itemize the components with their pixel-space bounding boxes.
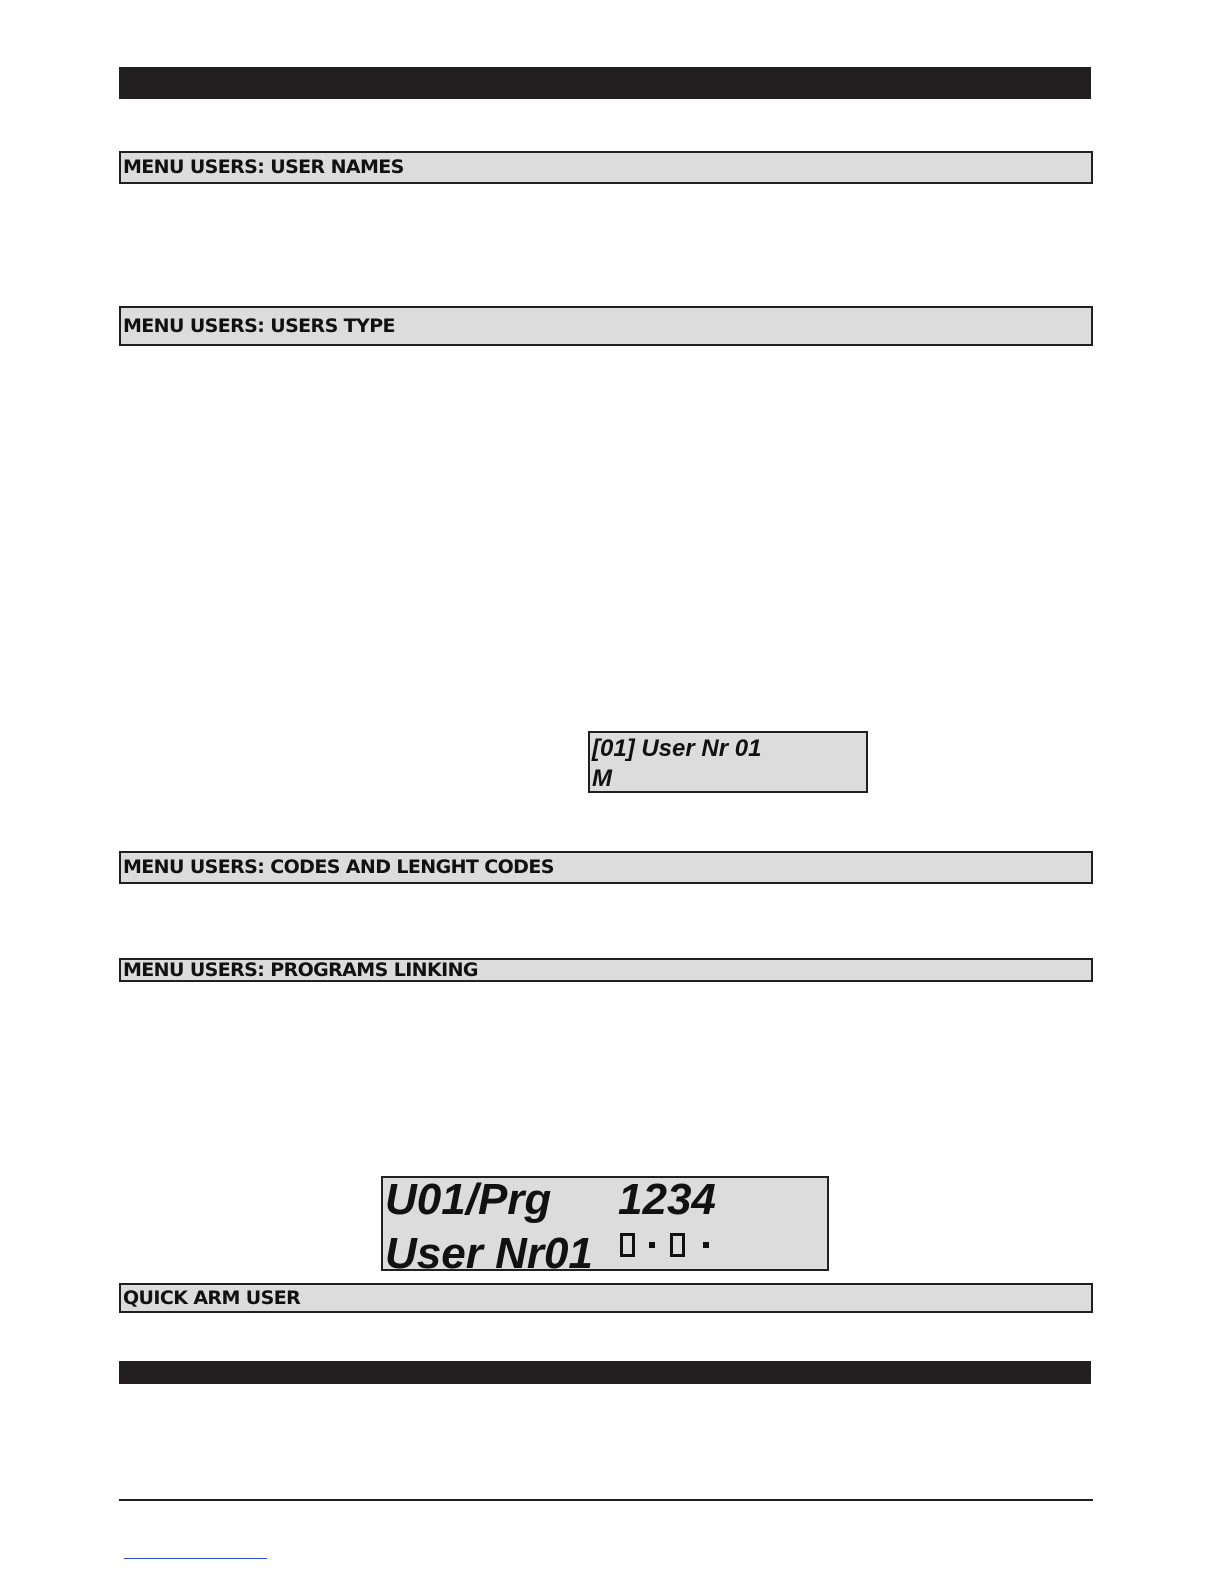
program-3-enabled-box-icon (670, 1233, 685, 1257)
footer-rule (119, 1499, 1093, 1501)
lcd-row-2 (385, 1229, 593, 1271)
lcd-user-name: User Nr01 (385, 1229, 593, 1271)
lcd-display-programs (381, 1176, 829, 1271)
section-title: QUICK ARM USER (123, 1286, 301, 1309)
program-2-disabled-dot-icon (649, 1242, 655, 1248)
section-header-user-names (119, 151, 1093, 184)
lcd-display-users-type (588, 731, 868, 793)
lcd-program-numbers: 1234 (618, 1176, 716, 1224)
section-title: MENU USERS: USER NAMES (123, 156, 404, 178)
section-header-programs-linking (119, 958, 1093, 982)
section-title: MENU USERS: PROGRAMS LINKING (123, 958, 478, 981)
section-header-codes (119, 851, 1093, 884)
section-header-users-type (119, 306, 1093, 346)
section-header-quick-arm (119, 1283, 1093, 1313)
top-black-bar (119, 67, 1091, 99)
lcd-line-2: M (592, 765, 612, 792)
lcd-user-program-label: U01/Prg (385, 1176, 552, 1224)
program-4-disabled-dot-icon (703, 1242, 709, 1248)
section-title: MENU USERS: USERS TYPE (123, 314, 395, 337)
footer-link-underline[interactable] (124, 1558, 267, 1559)
bottom-black-bar (119, 1361, 1091, 1384)
lcd-row-1 (385, 1176, 716, 1224)
section-title: MENU USERS: CODES AND LENGHT CODES (123, 856, 554, 878)
program-1-enabled-box-icon (620, 1233, 635, 1257)
lcd-line-1: [01] User Nr 01 (592, 735, 762, 762)
